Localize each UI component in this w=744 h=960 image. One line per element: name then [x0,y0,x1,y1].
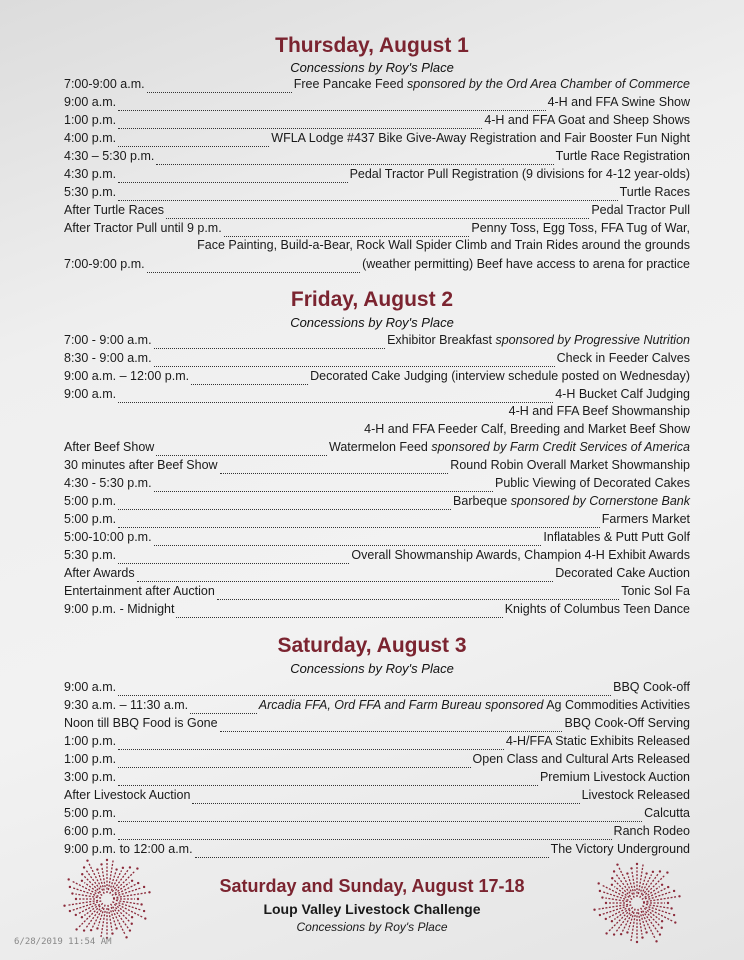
schedule-row [64,113,690,131]
schedule-row [64,95,690,113]
dot-leader [118,118,482,129]
schedule-row [64,131,690,149]
schedule-row [64,351,690,369]
saturday-title: Saturday, August 3 [277,634,467,657]
dot-leader [118,392,553,403]
schedule-row [64,824,690,842]
event-name [557,351,690,365]
dot-leader [118,739,504,750]
event-text: Watermelon Feed [328,440,432,454]
event-name [473,752,690,766]
schedule-row [64,734,690,752]
schedule-row [64,842,690,860]
friday-concessions: Concessions by Roy's Place [290,315,454,330]
event-text: Penny Toss, Egg Toss, FFA Tug of War, [471,221,690,235]
dot-leader [118,829,611,840]
event-name [644,806,690,820]
schedule-row [64,458,690,476]
schedule-row [64,716,690,734]
event-text: Check in Feeder Calves [556,351,690,365]
dot-leader [118,553,349,564]
event-time: 5:30 p.m. [64,548,117,562]
schedule-row [64,548,690,566]
firework-left-icon [62,858,152,940]
event-name [495,476,690,490]
event-sponsor: sponsored by Cornerstone Bank [510,494,690,508]
event-time: 9:00 a.m. [64,95,117,109]
event-time: Noon till BBQ Food is Gone [64,716,218,730]
event-name [310,369,690,383]
schedule-row [64,770,690,788]
schedule-row [64,530,690,548]
dot-leader [220,721,563,732]
event-time: 5:00 p.m. [64,494,117,508]
schedule-row [64,566,690,584]
event-sponsor: Arcadia FFA, Ord FFA and Farm Bureau sponsored [258,698,544,712]
event-time: 9:00 a.m. [64,387,117,401]
schedule-row [64,167,690,185]
dot-leader [191,374,308,385]
dot-leader [190,703,257,714]
event-name [506,734,690,748]
schedule-row [64,149,690,167]
schedule-row [64,203,690,221]
event-text: Decorated Cake Auction [555,566,690,580]
event-sponsor: sponsored by the Ord Area Chamber of Commerce [407,77,690,91]
dot-leader [118,100,545,111]
event-name [555,566,690,580]
event-name [471,221,690,235]
footer-concessions: Concessions by Roy's Place [296,920,448,934]
event-text: Calcutta [644,806,690,820]
event-time: 4:30 p.m. [64,167,117,181]
event-text: Open Class and Cultural Arts Released [472,752,690,766]
dot-leader [156,445,327,456]
event-name [602,512,690,526]
event-name [582,788,690,802]
event-name [505,602,690,616]
event-text: Round Robin Overall Market Showmanship [450,458,690,472]
event-time: 1:00 p.m. [64,734,117,748]
event-text: Knights of Columbus Teen Dance [504,602,690,616]
dot-leader [154,338,386,349]
event-time: 4:30 - 5:30 p.m. [64,476,152,490]
event-text: WFLA Lodge #437 Bike Give-Away Registration and Fair Booster Fun Night [271,131,690,145]
event-name [450,458,690,472]
event-name [591,203,690,217]
thursday-concessions: Concessions by Roy's Place [290,60,454,75]
event-time: 30 minutes after Beef Show [64,458,218,472]
event-time: 8:30 - 9:00 a.m. [64,351,152,365]
event-time: Entertainment after Auction [64,584,215,598]
event-name [551,842,690,856]
photo-timestamp: 6/28/2019 11:54 AM [14,937,112,947]
dot-leader [118,685,611,696]
event-name [614,824,690,838]
schedule-row [64,752,690,770]
event-name [294,77,690,91]
event-text: Free Pancake Feed [293,77,407,91]
event-time: After Livestock Auction [64,788,191,802]
event-sponsor: sponsored by Farm Credit Services of America [431,440,690,454]
event-time: 5:00 p.m. [64,806,117,820]
event-text: Decorated Cake Judging (interview schedule posted on Wednesday) [310,369,690,383]
event-text: Public Viewing of Decorated Cakes [494,476,690,490]
dot-leader [118,136,269,147]
dot-leader [176,607,502,618]
friday-continuation-2: 4-H and FFA Feeder Calf, Breeding and Market Beef Show [364,422,690,436]
footer-title: Saturday and Sunday, August 17-18 [219,876,525,896]
dot-leader [166,208,589,219]
event-text: (weather permitting) Beef have access to arena for practice [362,257,690,271]
event-text: Turtle Races [619,185,690,199]
event-text: Farmers Market [601,512,690,526]
event-time: 6:00 p.m. [64,824,117,838]
event-text: 4-H and FFA Goat and Sheep Shows [484,113,690,127]
event-text: Pedal Tractor Pull [591,203,690,217]
event-text: Exhibitor Breakfast [387,333,496,347]
saturday-concessions: Concessions by Roy's Place [290,661,454,676]
event-time: 9:00 p.m. to 12:00 a.m. [64,842,193,856]
footer-subtitle: Loup Valley Livestock Challenge [263,901,481,917]
dot-leader [118,775,538,786]
event-text: 4-H and FFA Swine Show [547,95,690,109]
event-name [387,333,690,347]
event-text: Ranch Rodeo [613,824,690,838]
schedule-row [64,698,690,716]
friday-title: Friday, August 2 [290,288,454,311]
dot-leader [118,517,600,528]
event-name [540,770,690,784]
event-text: Inflatables & Putt Putt Golf [543,530,690,544]
thursday-title: Thursday, August 1 [275,34,469,57]
dot-leader [137,571,554,582]
event-name [271,131,690,145]
event-time: 4:30 – 5:30 p.m. [64,149,155,163]
firework-right-icon [592,862,682,944]
schedule-row [64,77,690,95]
event-text: Barbeque [453,494,511,508]
event-text: Ag Commodities Activities [543,698,690,712]
event-time: 9:00 a.m. [64,680,117,694]
event-sponsor: sponsored by Progressive Nutrition [495,333,690,347]
event-name [259,698,690,712]
event-text: Tonic Sol Fa [621,584,690,598]
event-time: 9:00 p.m. - Midnight [64,602,175,616]
event-time: 3:00 p.m. [64,770,117,784]
schedule-row [64,602,690,620]
dot-leader [147,262,360,273]
dot-leader [118,499,451,510]
event-name [613,680,690,694]
event-name [350,167,690,181]
event-text: The Victory Underground [550,842,690,856]
event-time: After Tractor Pull until 9 p.m. [64,221,222,235]
dot-leader [192,793,579,804]
event-name [351,548,690,562]
dot-leader [195,847,549,858]
schedule-row [64,512,690,530]
dot-leader [118,811,642,822]
dot-leader [224,226,470,237]
schedule-row [64,221,690,239]
event-time: After Turtle Races [64,203,165,217]
schedule-row [64,387,690,405]
schedule-row [64,333,690,351]
event-name [484,113,690,127]
event-name [564,716,690,730]
event-text: Livestock Released [581,788,690,802]
event-time: 7:00 - 9:00 a.m. [64,333,152,347]
dot-leader [154,356,555,367]
event-text: Pedal Tractor Pull Registration (9 divisions for 4-12 year-olds) [349,167,690,181]
event-time: 1:00 p.m. [64,113,117,127]
schedule-row [64,788,690,806]
schedule-row [64,185,690,203]
event-text: BBQ Cook-Off Serving [564,716,690,730]
event-time: 4:00 p.m. [64,131,117,145]
event-name [620,185,690,199]
thursday-continuation: Face Painting, Build-a-Bear, Rock Wall Spider Climb and Train Rides around the grounds [197,238,690,252]
event-text: 4-H/FFA Static Exhibits Released [505,734,690,748]
event-name [548,95,690,109]
event-name [621,584,690,598]
dot-leader [156,154,553,165]
schedule-row [64,584,690,602]
schedule-row [64,369,690,387]
event-time: After Awards [64,566,135,580]
event-name [453,494,690,508]
event-text: Premium Livestock Auction [539,770,690,784]
schedule-row [64,680,690,698]
dot-leader [154,535,542,546]
event-time: 5:30 p.m. [64,185,117,199]
event-time: 5:00-10:00 p.m. [64,530,152,544]
event-time: 7:00-9:00 p.m. [64,257,145,271]
dot-leader [118,172,347,183]
schedule-row [64,494,690,512]
event-text: BBQ Cook-off [613,680,690,694]
event-name [543,530,690,544]
dot-leader [118,757,470,768]
schedule-row [64,440,690,458]
dot-leader [220,463,449,474]
event-time: 1:00 p.m. [64,752,117,766]
event-name [362,257,690,271]
event-time: 9:30 a.m. – 11:30 a.m. [64,698,189,712]
dot-leader [154,481,493,492]
event-text: 4-H Bucket Calf Judging [555,387,690,401]
schedule-row [64,806,690,824]
event-text: Turtle Race Registration [555,149,690,163]
schedule-row [64,257,690,275]
dot-leader [118,190,617,201]
event-time: 5:00 p.m. [64,512,117,526]
event-text: Overall Showmanship Awards, Champion 4-H Exhibit Awards [351,548,690,562]
schedule-row [64,476,690,494]
event-name [556,149,690,163]
event-time: 9:00 a.m. – 12:00 p.m. [64,369,190,383]
event-name [555,387,690,401]
dot-leader [147,82,292,93]
dot-leader [217,589,619,600]
event-name [329,440,690,454]
friday-continuation-1: 4-H and FFA Beef Showmanship [508,404,690,418]
event-time: 7:00-9:00 a.m. [64,77,145,91]
event-time: After Beef Show [64,440,155,454]
